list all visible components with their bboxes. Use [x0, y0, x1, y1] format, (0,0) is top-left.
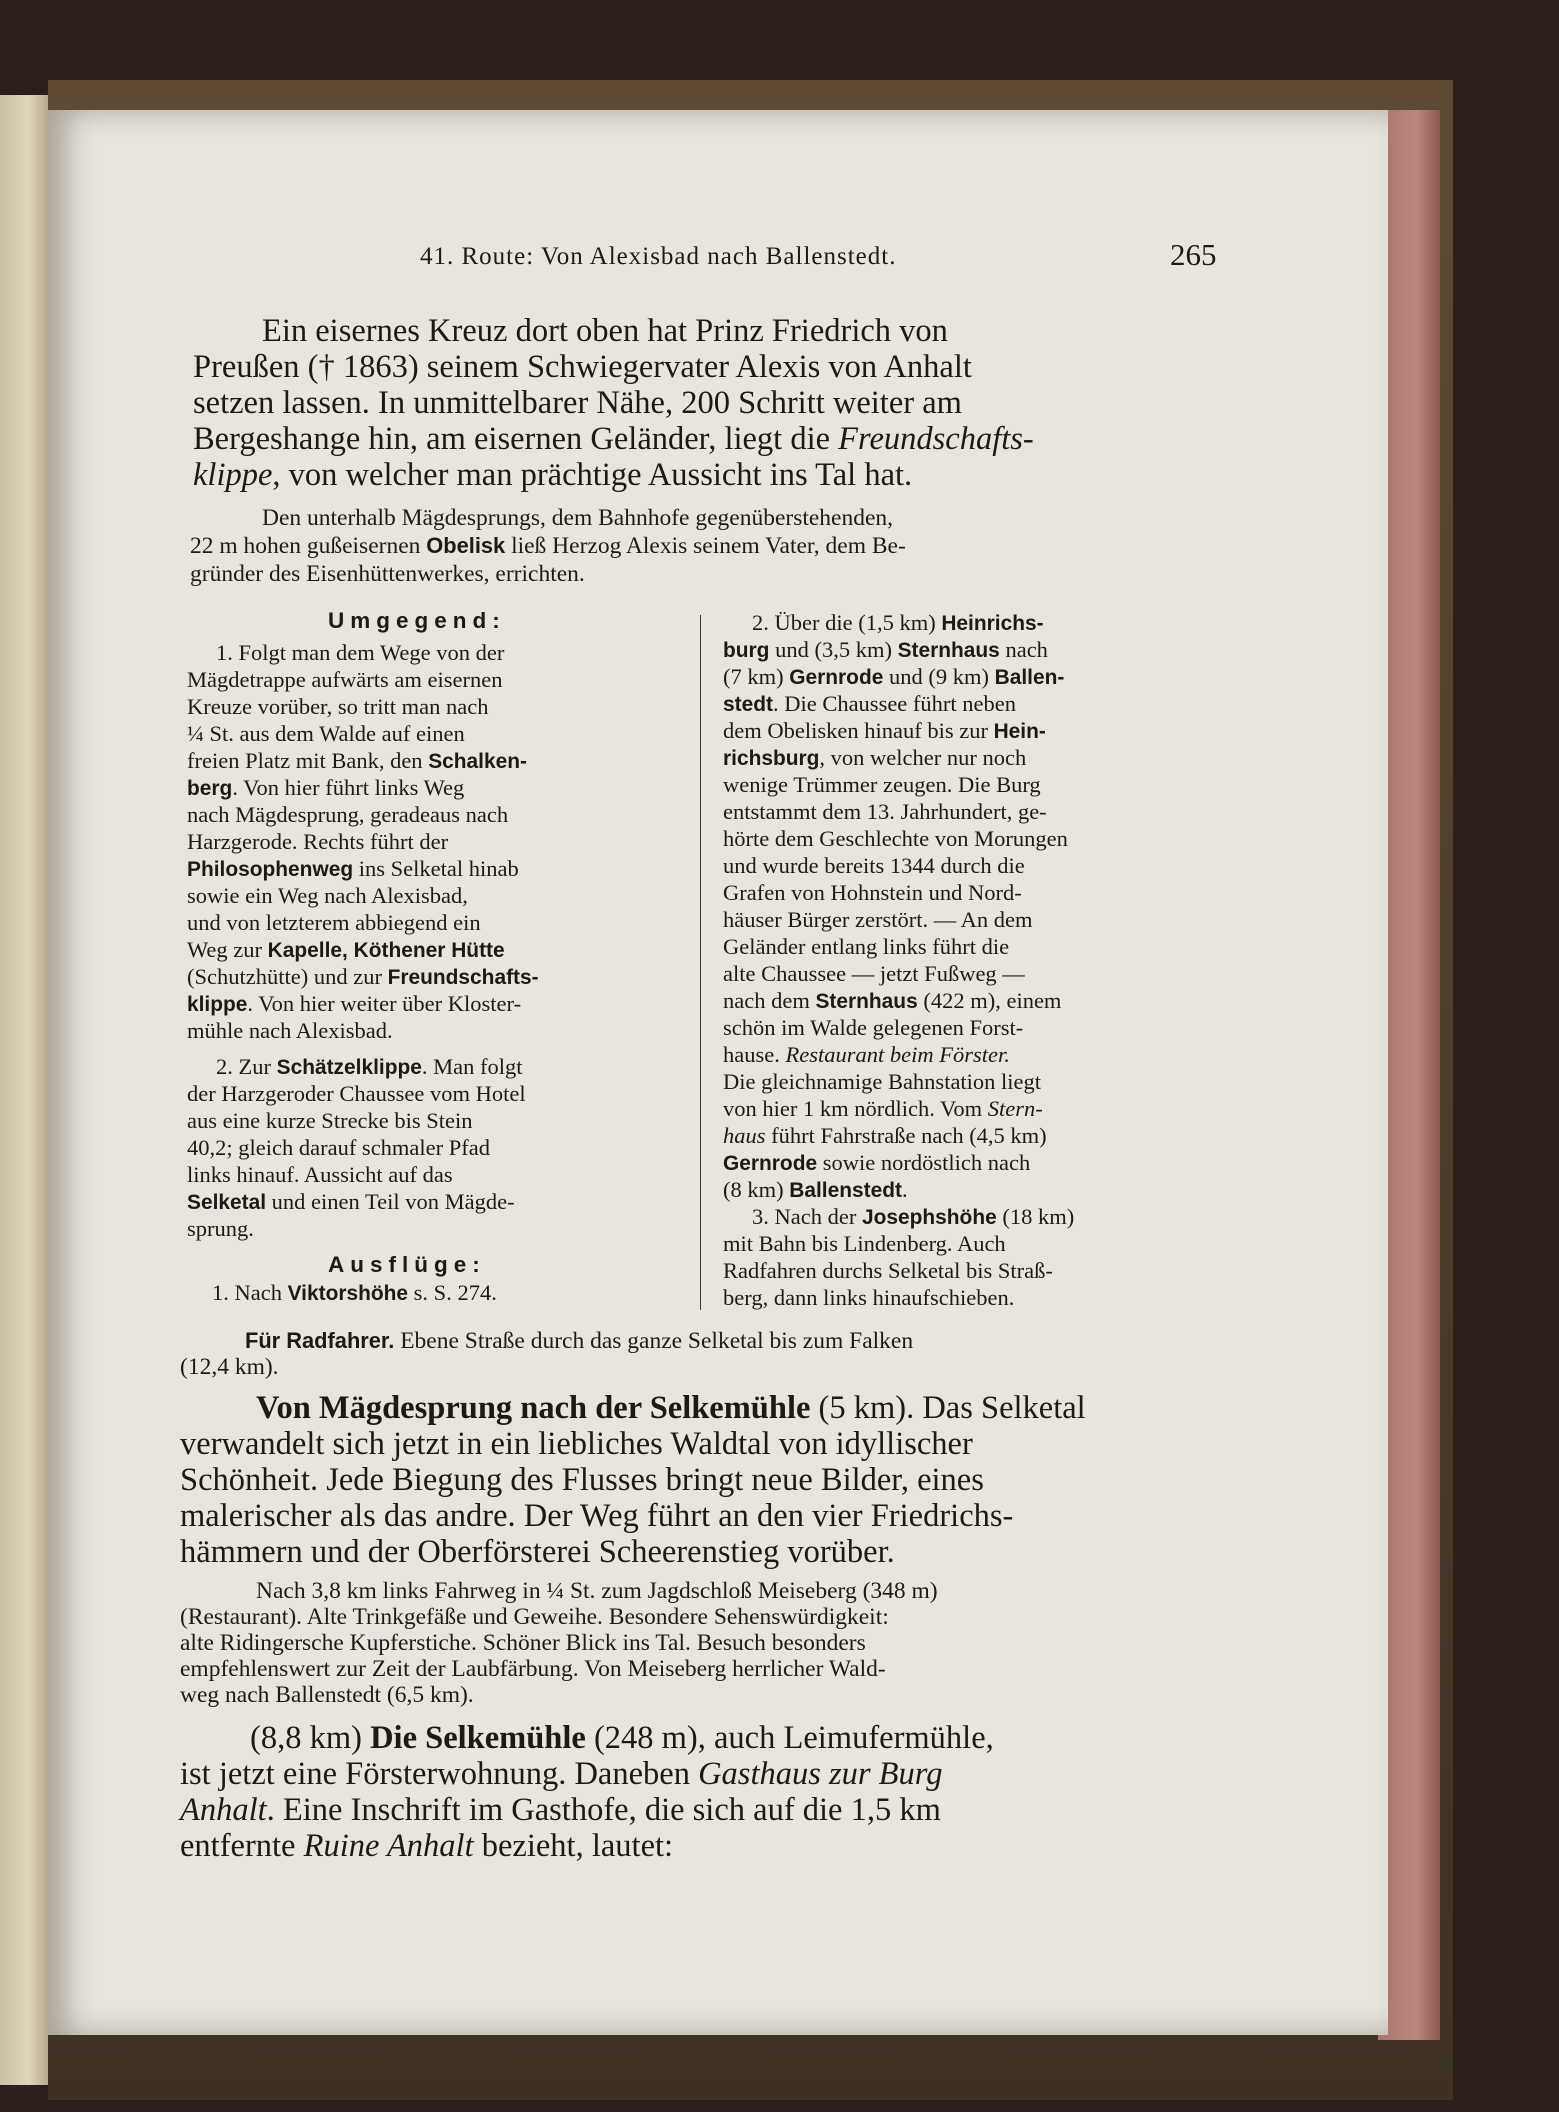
right-line: mit Bahn bis Lindenberg. Auch [723, 1231, 1006, 1256]
klippe-italic: klippe [193, 457, 273, 493]
viktorshoehe-bold: Viktorshöhe [287, 1282, 409, 1305]
stedt-bold: stedt [723, 693, 773, 716]
richsburg-bold: richsburg [723, 747, 820, 770]
para3-line: hämmern und der Oberförsterei Scheerenstieg vorüber. [180, 1534, 895, 1570]
left-line: Philosophenweg ins Selketal hinab [187, 856, 519, 881]
gernrode-bold-2: Gernrode [723, 1152, 818, 1175]
schalkenberg-bold: Schalken- [428, 750, 527, 773]
selkemuehle-bold: Die Selkemühle [370, 1720, 586, 1756]
ballenstedt-bold: Ballen- [994, 666, 1065, 689]
para5-line2: ist jetzt eine Försterwohnung. Daneben Gasthaus zur Burg [180, 1756, 943, 1792]
left-line: aus eine kurze Strecke bis Stein [187, 1108, 473, 1133]
gernrode-bold: Gernrode [789, 666, 884, 689]
right-line: burg und (3,5 km) Sternhaus nach [723, 637, 1048, 662]
klippe-bold: klippe [187, 993, 248, 1016]
para1-line3: setzen lassen. In unmittelbarer Nähe, 200 Schritt weiter am [193, 385, 962, 421]
heinrichsburg-bold: Heinrichs- [941, 612, 1044, 635]
left-line: Weg zur Kapelle, Köthener Hütte [187, 937, 505, 962]
facing-page-edge [0, 95, 48, 2085]
left-line: klippe. Von hier weiter über Kloster- [187, 991, 522, 1016]
josephshoehe-bold: Josephshöhe [861, 1206, 997, 1229]
sternhaus-bold-2: Sternhaus [815, 990, 918, 1013]
para5-line4: entfernte Ruine Anhalt bezieht, lautet: [180, 1828, 674, 1864]
para4-line: weg nach Ballenstedt (6,5 km). [180, 1682, 474, 1708]
para2-line3: gründer des Eisenhüttenwerkes, errichten. [190, 561, 585, 587]
left-line: mühle nach Alexisbad. [187, 1018, 393, 1043]
left-line: 1. Nach Viktorshöhe s. S. 274. [212, 1280, 497, 1305]
selketal-bold: Selketal [187, 1191, 267, 1214]
left-line: nach Mägdesprung, geradeaus nach [187, 802, 509, 827]
sternhaus-bold: Sternhaus [897, 639, 1000, 662]
heinrichsburg-bold-2: Hein- [993, 720, 1046, 743]
right-line: von hier 1 km nördlich. Vom Stern- [723, 1096, 1043, 1121]
route-section-heading: Von Mägdesprung nach der Selkemühle [256, 1390, 811, 1426]
ballenstedt-bold-2: Ballenstedt [789, 1179, 902, 1202]
ruine-anhalt-italic: Ruine Anhalt [303, 1828, 474, 1864]
right-line: Geländer entlang links führt die [723, 934, 1010, 959]
heading-ausfluege: Ausflüge: [328, 1252, 486, 1277]
left-line: Kreuze vorüber, so tritt man nach [187, 694, 489, 719]
para4-line: Nach 3,8 km links Fahrweg in ¼ St. zum Jagdschloß Meiseberg (348 m) [256, 1578, 938, 1604]
left-line: 1. Folgt man dem Wege von der [216, 640, 505, 665]
right-line: häuser Bürger zerstört. — An dem [723, 907, 1033, 932]
para1-line1: Ein eisernes Kreuz dort oben hat Prinz Friedrich von [262, 313, 948, 349]
obelisk-bold: Obelisk [426, 533, 506, 558]
left-line: freien Platz mit Bank, den Schalken- [187, 748, 527, 773]
haus-italic: haus [723, 1123, 766, 1148]
right-line: Gernrode sowie nordöstlich nach [723, 1150, 1031, 1175]
para3-line: Schönheit. Jede Biegung des Flusses bringt neue Bilder, eines [180, 1462, 984, 1498]
schalkenberg-bold-2: berg [187, 777, 233, 800]
heading-umgegend: Umgegend: [328, 608, 506, 633]
right-line: hörte dem Geschlechte von Morungen [723, 826, 1068, 851]
para5-line3: Anhalt. Eine Inschrift im Gasthofe, die sich auf die 1,5 km [180, 1792, 941, 1828]
left-line: sowie ein Weg nach Alexisbad, [187, 883, 468, 908]
para2-line2: 22 m hohen gußeisernen Obelisk ließ Herzog Alexis seinem Vater, dem Be- [190, 533, 906, 559]
para1-line4: Bergeshange hin, am eisernen Geländer, liegt die Freundschafts- [193, 421, 1034, 457]
left-line: berg. Von hier führt links Weg [187, 775, 465, 800]
right-line: nach dem Sternhaus (422 m), einem [723, 988, 1062, 1013]
para4-line: empfehlenswert zur Zeit der Laubfärbung. Von Meiseberg herrlicher Wald- [180, 1656, 886, 1682]
para4-line: alte Ridingersche Kupferstiche. Schöner Blick ins Tal. Besuch besonders [180, 1630, 866, 1656]
sternhaus-italic: Stern- [987, 1096, 1043, 1121]
left-line: ¼ St. aus dem Walde auf einen [187, 721, 465, 746]
right-line: alte Chaussee — jetzt Fußweg — [723, 961, 1025, 986]
para1-line5: klippe, von welcher man prächtige Aussicht ins Tal hat. [193, 457, 913, 493]
right-line: stedt. Die Chaussee führt neben [723, 691, 1017, 716]
left-line: links hinauf. Aussicht auf das [187, 1162, 453, 1187]
left-line: Harzgerode. Rechts führt der [187, 829, 449, 854]
right-line: dem Obelisken hinauf bis zur Hein- [723, 718, 1046, 743]
para3-line: malerischer als das andre. Der Weg führt an den vier Friedrichs- [180, 1498, 1014, 1534]
right-line: Radfahren durchs Selketal bis Straß- [723, 1258, 1053, 1283]
right-line: (7 km) Gernrode und (9 km) Ballen- [723, 664, 1065, 689]
para5-line1: (8,8 km) Die Selkemühle (248 m), auch Leimufermühle, [250, 1720, 994, 1756]
schaetzelklippe-bold: Schätzelklippe [276, 1056, 422, 1079]
page-number: 265 [1170, 237, 1217, 272]
right-line: 2. Über die (1,5 km) Heinrichs- [752, 610, 1044, 635]
left-line: der Harzgeroder Chaussee vom Hotel [187, 1081, 526, 1106]
restaurant-italic: Restaurant beim Förster. [785, 1042, 1010, 1067]
right-line: berg, dann links hinaufschieben. [723, 1285, 1015, 1310]
kapelle-bold: Kapelle, Köthener Hütte [267, 939, 505, 962]
freundschaftsklippe-bold: Freundschafts- [387, 966, 539, 989]
left-line: Mägdetrappe aufwärts am eisernen [187, 667, 503, 692]
right-line: wenige Trümmer zeugen. Die Burg [723, 772, 1041, 797]
right-line: 3. Nach der Josephshöhe (18 km) [752, 1204, 1075, 1229]
para3-line: verwandelt sich jetzt in ein liebliches Waldtal von idyllischer [180, 1426, 973, 1462]
left-line: 40,2; gleich darauf schmaler Pfad [187, 1135, 491, 1160]
left-line: 2. Zur Schätzelklippe. Man folgt [216, 1054, 523, 1079]
para3-line1: Von Mägdesprung nach der Selkemühle (5 km). Das Selketal [256, 1390, 1086, 1426]
right-line: und wurde bereits 1344 durch die [723, 853, 1025, 878]
right-line: (8 km) Ballenstedt. [723, 1177, 908, 1202]
right-line: schön im Walde gelegenen Forst- [723, 1015, 1024, 1040]
right-line: haus führt Fahrstraße nach (4,5 km) [723, 1123, 1047, 1148]
burg-bold: burg [723, 639, 770, 662]
para1-line2: Preußen († 1863) seinem Schwiegervater Alexis von Anhalt [193, 349, 972, 385]
running-title: 41. Route: Von Alexisbad nach Ballenstedt. [420, 243, 897, 270]
right-line: hause. Restaurant beim Förster. [723, 1042, 1010, 1067]
left-line: und von letzterem abbiegend ein [187, 910, 481, 935]
freundschaftsklippe-italic: Freundschafts- [838, 421, 1034, 457]
radfahrer-line1: Für Radfahrer. Ebene Straße durch das ganze Selketal bis zum Falken [245, 1328, 914, 1354]
gasthaus-italic: Gasthaus zur Burg [698, 1756, 943, 1792]
para4-line: (Restaurant). Alte Trinkgefäße und Geweihe. Besondere Sehenswürdigkeit: [180, 1604, 889, 1630]
para2-line1: Den unterhalb Mägdesprungs, dem Bahnhofe gegenüberstehenden, [262, 505, 894, 531]
left-line: Selketal und einen Teil von Mägde- [187, 1189, 515, 1214]
column-divider [700, 615, 701, 1310]
radfahrer-bold: Für Radfahrer. [245, 1328, 395, 1353]
right-line: entstammt dem 13. Jahrhundert, ge- [723, 799, 1047, 824]
radfahrer-line2: (12,4 km). [180, 1354, 279, 1380]
right-line: Die gleichnamige Bahnstation liegt [723, 1069, 1042, 1094]
right-line: richsburg, von welcher nur noch [723, 745, 1027, 770]
left-line: (Schutzhütte) und zur Freundschafts- [187, 964, 539, 989]
left-line: sprung. [187, 1216, 254, 1241]
anhalt-italic: Anhalt [180, 1792, 267, 1828]
philosophenweg-bold: Philosophenweg [187, 858, 354, 881]
right-line: Grafen von Hohnstein und Nord- [723, 880, 1022, 905]
